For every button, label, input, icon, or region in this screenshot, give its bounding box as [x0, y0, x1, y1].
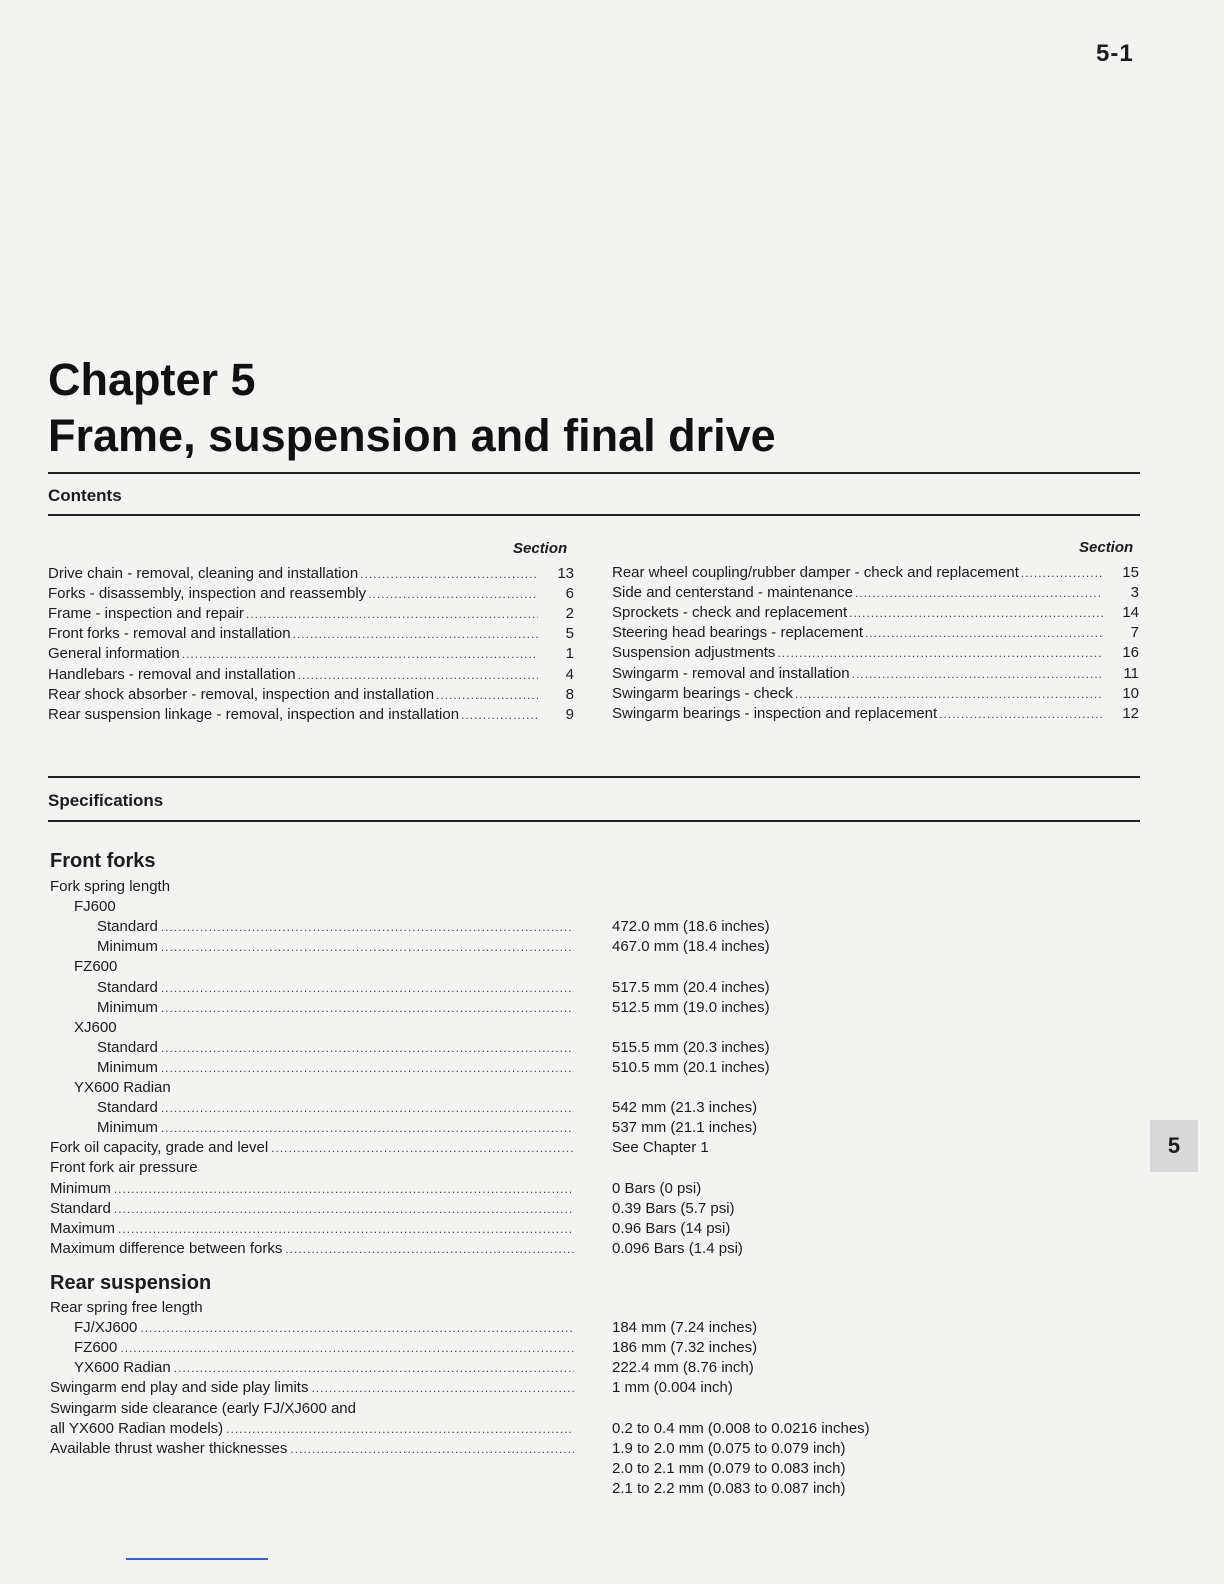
- spec-value: 512.5 mm (19.0 inches): [612, 998, 770, 1016]
- spec-label: Fork oil capacity, grade and level: [50, 1139, 269, 1157]
- spec-value: 184 mm (7.24 inches): [612, 1319, 758, 1337]
- spec-value: 467.0 mm (18.4 inches): [612, 938, 770, 956]
- contents-item-section: 10: [1122, 684, 1139, 702]
- leader-dots: [865, 623, 1103, 643]
- contents-item: [48, 705, 574, 725]
- contents-item-label: Rear shock absorber - removal, inspection and installation: [48, 685, 435, 703]
- leader-dots: [1021, 563, 1103, 583]
- spec-row: [50, 1298, 1050, 1318]
- spec-label: Standard: [97, 918, 158, 936]
- leader-dots: [271, 1138, 574, 1158]
- section-column-header: Section: [513, 540, 568, 557]
- spec-label: FZ600: [74, 1339, 118, 1357]
- leader-dots: [174, 1358, 574, 1378]
- contents-item-section: 7: [1130, 624, 1139, 642]
- spec-label: XJ600: [74, 1018, 117, 1036]
- spec-label-wrap: [50, 1239, 574, 1259]
- spec-row: [50, 1459, 1050, 1479]
- spec-label: FJ600: [74, 898, 116, 916]
- spec-label: Standard: [50, 1199, 111, 1217]
- spec-row: [50, 957, 1050, 977]
- spec-label-wrap: [50, 1399, 574, 1419]
- spec-label-wrap: [50, 1419, 574, 1439]
- spec-label-wrap: [74, 1078, 574, 1098]
- spec-label-wrap: [50, 1199, 574, 1219]
- contents-item-section: 1: [565, 645, 574, 663]
- spec-label-wrap: [97, 917, 574, 937]
- spec-label: Fork spring length: [50, 878, 171, 895]
- spec-value: 537 mm (21.1 inches): [612, 1119, 758, 1137]
- divider: [48, 820, 1140, 822]
- spec-label-wrap: [50, 1378, 574, 1398]
- spec-label-wrap: [97, 998, 574, 1018]
- footer-link-underline: [126, 1558, 268, 1560]
- contents-item-section: 2: [565, 605, 574, 623]
- leader-dots: [120, 1338, 574, 1358]
- leader-dots: [311, 1378, 574, 1398]
- spec-value: 186 mm (7.32 inches): [612, 1339, 758, 1357]
- spec-value: 542 mm (21.3 inches): [612, 1099, 758, 1117]
- leader-dots: [293, 624, 538, 644]
- spec-label-wrap: [74, 957, 574, 977]
- rear-suspension-heading: Rear suspension: [50, 1272, 212, 1294]
- spec-label-wrap: [97, 1098, 574, 1118]
- spec-label: Swingarm side clearance (early FJ/XJ600 and: [50, 1399, 356, 1417]
- leader-dots: [114, 1199, 574, 1219]
- spec-value: 517.5 mm (20.4 inches): [612, 978, 770, 996]
- contents-item-section: 11: [1123, 664, 1139, 682]
- leader-dots: [161, 1058, 574, 1078]
- contents-item-label: Forks - disassembly, inspection and reassembly: [48, 585, 367, 603]
- spec-value: 510.5 mm (20.1 inches): [612, 1058, 770, 1076]
- leader-dots: [461, 705, 538, 725]
- contents-item: [48, 644, 574, 664]
- spec-value: See Chapter 1: [612, 1139, 709, 1157]
- leader-dots: [852, 664, 1103, 684]
- leader-dots: [161, 998, 574, 1018]
- contents-item-label: General information: [48, 645, 180, 663]
- spec-row: [50, 937, 1050, 957]
- contents-item-section: 13: [557, 565, 574, 582]
- contents-item-label: Swingarm bearings - inspection and replacement: [612, 704, 938, 722]
- spec-value: 515.5 mm (20.3 inches): [612, 1038, 770, 1056]
- leader-dots: [161, 1118, 574, 1138]
- spec-row: [50, 998, 1050, 1018]
- spec-value: 2.1 to 2.2 mm (0.083 to 0.087 inch): [612, 1479, 846, 1497]
- leader-dots: [118, 1219, 574, 1239]
- spec-label: Minimum: [97, 998, 158, 1016]
- spec-row: [50, 1219, 1050, 1239]
- chapter-title: Chapter 5: [48, 354, 256, 405]
- spec-value: 472.0 mm (18.6 inches): [612, 918, 770, 936]
- spec-label-wrap: [97, 1038, 574, 1058]
- spec-label: Minimum: [97, 1119, 158, 1137]
- spec-row: [50, 1138, 1050, 1158]
- contents-item: [612, 684, 1139, 704]
- spec-row: [50, 1378, 1050, 1398]
- spec-row: [50, 1199, 1050, 1219]
- contents-item: [612, 563, 1139, 583]
- section-column-header: Section: [1079, 539, 1134, 556]
- spec-label: FZ600: [74, 958, 118, 976]
- leader-dots: [182, 644, 538, 664]
- spec-value: 0.2 to 0.4 mm (0.008 to 0.0216 inches): [612, 1419, 870, 1437]
- spec-label: all YX600 Radian models): [50, 1419, 224, 1437]
- contents-item-label: Side and centerstand - maintenance: [612, 584, 853, 602]
- spec-label-wrap: [74, 1358, 574, 1378]
- leader-dots: [161, 1038, 574, 1058]
- spec-label-wrap: [97, 1118, 574, 1138]
- contents-item-section: 9: [565, 705, 574, 723]
- spec-label: Minimum: [97, 938, 158, 956]
- spec-label-wrap: [50, 1439, 574, 1459]
- contents-item-section: 4: [565, 665, 574, 683]
- spec-row: [50, 1479, 1050, 1499]
- contents-item-label: Swingarm - removal and installation: [612, 664, 850, 682]
- leader-dots: [246, 604, 538, 624]
- spec-row: [50, 1179, 1050, 1199]
- spec-label-wrap: [50, 1138, 574, 1158]
- contents-item: [48, 604, 574, 624]
- spec-row: [50, 1078, 1050, 1098]
- spec-label: Minimum: [50, 1179, 111, 1197]
- spec-value: 1.9 to 2.0 mm (0.075 to 0.079 inch): [612, 1439, 846, 1457]
- spec-label-wrap: [74, 1318, 574, 1338]
- spec-row: [50, 1439, 1050, 1459]
- spec-label-wrap: [50, 877, 574, 897]
- spec-label-wrap: [50, 1179, 574, 1199]
- contents-item: [612, 664, 1139, 684]
- divider: [48, 472, 1140, 474]
- spec-label-wrap: [74, 897, 574, 917]
- spec-label-wrap: [50, 1158, 574, 1178]
- contents-item-label: Frame - inspection and repair: [48, 605, 244, 623]
- spec-row: [50, 877, 1050, 897]
- contents-item-section: 12: [1122, 704, 1139, 722]
- contents-item-section: 6: [565, 585, 574, 603]
- spec-row: [50, 1158, 1050, 1178]
- leader-dots: [298, 665, 538, 685]
- front-forks-heading: Front forks: [50, 850, 156, 872]
- contents-item-section: 8: [565, 685, 574, 703]
- leader-dots: [161, 1098, 574, 1118]
- contents-item-label: Steering head bearings - replacement: [612, 624, 863, 642]
- contents-item-section: 5: [565, 625, 574, 643]
- spec-value: 0.96 Bars (14 psi): [612, 1219, 731, 1237]
- contents-item-label: Drive chain - removal, cleaning and installation: [48, 565, 359, 582]
- spec-row: [50, 1419, 1050, 1439]
- leader-dots: [161, 917, 574, 937]
- spec-label: Maximum difference between forks: [50, 1239, 283, 1257]
- contents-item-section: 16: [1122, 644, 1139, 662]
- divider: [48, 514, 1140, 516]
- spec-label-wrap: [50, 1298, 574, 1318]
- spec-value: 0.39 Bars (5.7 psi): [612, 1199, 735, 1217]
- leader-dots: [226, 1419, 574, 1439]
- spec-value: 1 mm (0.004 inch): [612, 1379, 733, 1397]
- spec-value: 222.4 mm (8.76 inch): [612, 1359, 754, 1377]
- contents-item: [48, 584, 574, 604]
- leader-dots: [777, 643, 1103, 663]
- spec-label: Front fork air pressure: [50, 1159, 198, 1177]
- contents-item: [48, 685, 574, 705]
- spec-row: [50, 1038, 1050, 1058]
- leader-dots: [161, 978, 574, 998]
- spec-value: 0 Bars (0 psi): [612, 1179, 702, 1197]
- contents-item: [48, 665, 574, 685]
- leader-dots: [855, 583, 1103, 603]
- spec-label-wrap: [97, 1058, 574, 1078]
- leader-dots: [795, 684, 1103, 704]
- contents-item-section: 3: [1130, 584, 1139, 602]
- leader-dots: [849, 603, 1103, 623]
- spec-row: [50, 1399, 1050, 1419]
- spec-label-wrap: [74, 1018, 574, 1038]
- spec-row: [50, 1239, 1050, 1259]
- divider: [48, 776, 1140, 778]
- spec-row: [50, 1338, 1050, 1358]
- contents-item: [48, 564, 574, 584]
- spec-value: 0.096 Bars (1.4 psi): [612, 1239, 743, 1257]
- spec-label-wrap: [97, 937, 574, 957]
- spec-label: Maximum: [50, 1219, 116, 1237]
- spec-row: [50, 1318, 1050, 1338]
- spec-row: [50, 1118, 1050, 1138]
- page-number: 5-1: [1096, 40, 1134, 67]
- spec-label: YX600 Radian: [74, 1359, 171, 1377]
- leader-dots: [285, 1239, 574, 1259]
- spec-row: [50, 1058, 1050, 1078]
- contents-item-section: 15: [1122, 564, 1139, 581]
- spec-row: [50, 897, 1050, 917]
- contents-item-label: Sprockets - check and replacement: [612, 604, 848, 622]
- spec-row: [50, 1098, 1050, 1118]
- contents-item: [612, 603, 1139, 623]
- contents-item-label: Rear suspension linkage - removal, inspection and installation: [48, 705, 460, 723]
- contents-item: [48, 624, 574, 644]
- contents-item-label: Suspension adjustments: [612, 644, 776, 662]
- spec-label: YX600 Radian: [74, 1079, 171, 1096]
- leader-dots: [368, 584, 538, 604]
- contents-item-label: Handlebars - removal and installation: [48, 665, 296, 683]
- contents-item-section: 14: [1122, 604, 1139, 622]
- spec-label-wrap: [74, 1338, 574, 1358]
- spec-label: Standard: [97, 1038, 158, 1056]
- chapter-subtitle: Frame, suspension and final drive: [48, 410, 776, 461]
- spec-label-wrap: [97, 978, 574, 998]
- leader-dots: [140, 1318, 574, 1338]
- spec-label: Swingarm end play and side play limits: [50, 1379, 309, 1397]
- spec-row: [50, 1358, 1050, 1378]
- spec-label-wrap: [50, 1219, 574, 1239]
- chapter-tab: 5: [1150, 1120, 1198, 1172]
- contents-item-label: Front forks - removal and installation: [48, 625, 291, 643]
- contents-item: [612, 643, 1139, 663]
- contents-item-label: Swingarm bearings - check: [612, 684, 793, 702]
- spec-label: Minimum: [97, 1058, 158, 1076]
- spec-label: Available thrust washer thicknesses: [50, 1439, 288, 1457]
- leader-dots: [114, 1179, 574, 1199]
- spec-row: [50, 978, 1050, 998]
- leader-dots: [939, 704, 1103, 724]
- spec-label: Rear spring free length: [50, 1299, 203, 1316]
- leader-dots: [360, 564, 538, 584]
- leader-dots: [436, 685, 538, 705]
- spec-label: Standard: [97, 1099, 158, 1117]
- contents-item: [612, 704, 1139, 724]
- spec-value: 2.0 to 2.1 mm (0.079 to 0.083 inch): [612, 1459, 846, 1477]
- spec-label: Standard: [97, 978, 158, 996]
- leader-dots: [161, 937, 574, 957]
- specifications-heading: Specifications: [48, 791, 164, 810]
- contents-item: [612, 623, 1139, 643]
- spec-row: [50, 917, 1050, 937]
- leader-dots: [290, 1439, 574, 1459]
- contents-item: [612, 583, 1139, 603]
- contents-heading: Contents: [48, 486, 122, 505]
- contents-item-label: Rear wheel coupling/rubber damper - check and replacement: [612, 564, 1019, 581]
- spec-label: FJ/XJ600: [74, 1319, 138, 1337]
- spec-row: [50, 1018, 1050, 1038]
